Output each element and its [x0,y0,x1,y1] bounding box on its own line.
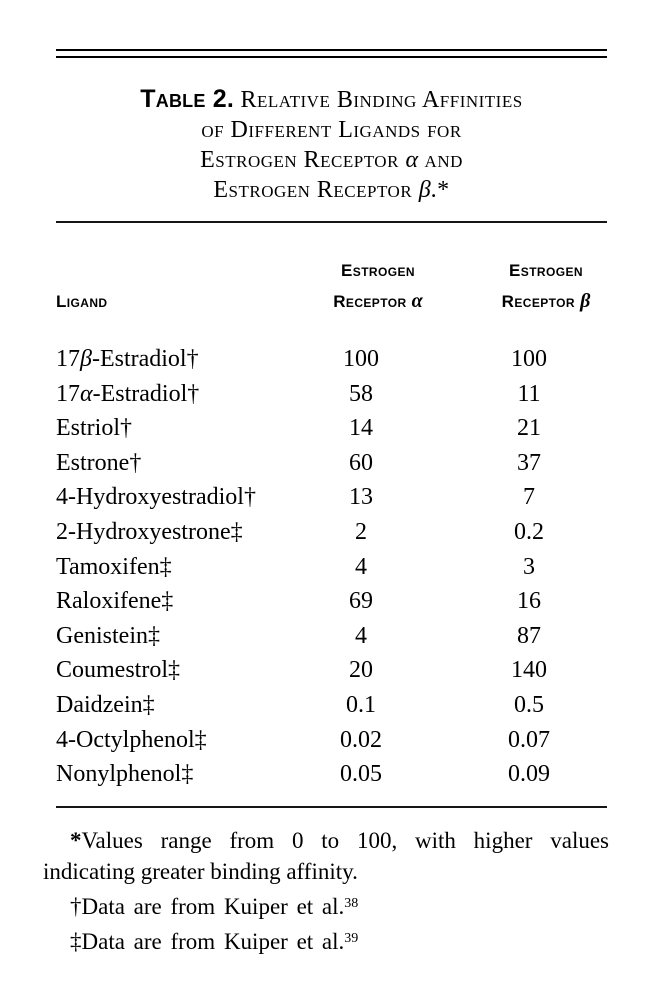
ligand-name: 4-Octylphenol‡ [56,726,207,753]
er-beta-value: 100 [511,346,547,372]
alpha-symbol: α [405,147,419,173]
title-line-4 [56,175,607,205]
ligand-cell [56,757,281,792]
table-header-rule [56,221,607,223]
ligand-cell [56,515,281,550]
table-row [56,723,607,758]
table-row [56,757,607,792]
table-row [56,619,607,654]
table-footnotes [43,825,609,957]
er-alpha-value: 20 [349,657,373,684]
title-line-4-tail: .* [430,177,450,203]
ligand-greek-letter: β [80,346,92,372]
ligand-name-suffix: -Estradiol† [91,346,199,372]
title-line-1-text: Relative Binding Affinities [233,87,523,113]
ligand-name: 4-Hydroxyestradiol† [56,484,256,511]
er-alpha-value: 0.1 [346,691,376,718]
er-alpha-header-line2 [315,286,441,317]
er-beta-value: 11 [517,380,541,407]
dagger-symbol: † [70,894,82,919]
er-alpha-value: 60 [349,449,373,476]
er-alpha-value: 100 [343,346,379,372]
ligand-name: Estriol† [56,415,132,442]
er-beta-value: 21 [517,415,541,442]
table-row [56,480,607,515]
table-row [56,446,607,481]
title-line-4-text: Estrogen Receptor [213,177,419,203]
er-beta-value: 87 [517,622,541,649]
ligand-name: Daidzein‡ [56,691,155,718]
beta-symbol: β [580,290,591,312]
footnote-dagger [43,891,609,922]
ligand-cell [56,688,281,723]
ligand-name: Estrone† [56,449,142,476]
ligand-name: Tamoxifen‡ [56,553,172,580]
reference-number: 38 [344,896,359,911]
alpha-symbol: α [411,290,423,312]
ligand-name-suffix: -Estradiol† [92,380,200,407]
ligand-name: Nonylphenol‡ [56,761,194,788]
footnote-asterisk-line1 [43,825,609,856]
table-row [56,411,607,446]
ligand-cell [56,584,281,619]
table-row [56,653,607,688]
ligand-cell [56,550,281,585]
beta-symbol: β [418,177,431,203]
footnote-dagger-text: Data are from Kuiper et al. [81,894,345,919]
column-header-er-alpha [281,256,441,317]
er-beta-value: 140 [511,657,547,684]
title-line-2: of Different Ligands for [201,117,462,143]
title-line-3-tail: and [418,147,463,173]
ligand-cell [56,653,281,688]
footnote-double-dagger-text: Data are from Kuiper et al. [81,929,345,954]
footnote-asterisk-line2: indicating greater binding affinity. [43,859,358,884]
ligand-name: 17 [56,346,80,372]
asterisk-symbol: * [70,828,82,853]
er-beta-header-line2 [485,286,607,317]
er-beta-value: 7 [523,484,535,511]
er-beta-value: 0.2 [514,518,544,545]
ligand-name: Coumestrol‡ [56,657,180,684]
ligand-name: Genistein‡ [56,622,160,649]
table-body [56,342,607,792]
er-alpha-value: 4 [355,622,367,649]
table-bottom-rule [56,806,607,808]
ligand-cell [56,411,281,446]
footnote-double-dagger [43,926,609,957]
ligand-cell [56,377,281,412]
er-alpha-value: 13 [349,484,373,511]
er-alpha-header-receptor: Receptor [333,292,412,311]
table-row [56,688,607,723]
er-beta-value: 0.5 [514,691,544,718]
title-line-3 [56,145,607,175]
er-alpha-value: 2 [355,518,367,545]
ligand-name: 17 [56,380,80,407]
er-alpha-value: 58 [349,380,373,407]
er-beta-value: 37 [517,449,541,476]
table-row [56,377,607,412]
table-row [56,584,607,619]
ligand-greek-letter: α [80,380,93,407]
er-beta-value: 0.09 [508,761,550,788]
er-beta-header-receptor: Receptor [501,292,581,311]
ligand-name: 2-Hydroxyestrone‡ [56,518,243,545]
er-alpha-value: 0.02 [340,726,382,753]
table-top-double-rule [56,49,607,58]
table-title [56,84,607,205]
table-row [56,515,607,550]
ligand-cell [56,446,281,481]
reference-number: 39 [344,931,359,946]
er-alpha-value: 4 [355,553,367,580]
ligand-cell [56,342,281,377]
ligand-cell [56,619,281,654]
er-beta-value: 0.07 [508,726,550,753]
footnote-asterisk-text: Values range from 0 to 100, with higher values [81,828,609,853]
column-header-er-beta [441,256,607,317]
ligand-name: Raloxifene‡ [56,588,174,615]
er-alpha-value: 14 [349,415,373,442]
title-line-3-text: Estrogen Receptor [200,147,406,173]
table-row [56,342,607,377]
ligand-cell [56,480,281,515]
er-alpha-header-line1: Estrogen [341,261,415,280]
column-header-ligand: Ligand [56,292,108,311]
er-alpha-value: 0.05 [340,761,382,788]
er-beta-header-line1: Estrogen [509,261,583,280]
er-beta-value: 16 [517,588,541,615]
table-header-row [56,256,607,317]
table-row [56,550,607,585]
title-line-1 [56,84,607,115]
er-beta-value: 3 [523,553,535,580]
table-number-label: Table 2. [140,85,234,113]
double-dagger-symbol: ‡ [70,929,82,954]
er-alpha-value: 69 [349,588,373,615]
ligand-cell [56,723,281,758]
